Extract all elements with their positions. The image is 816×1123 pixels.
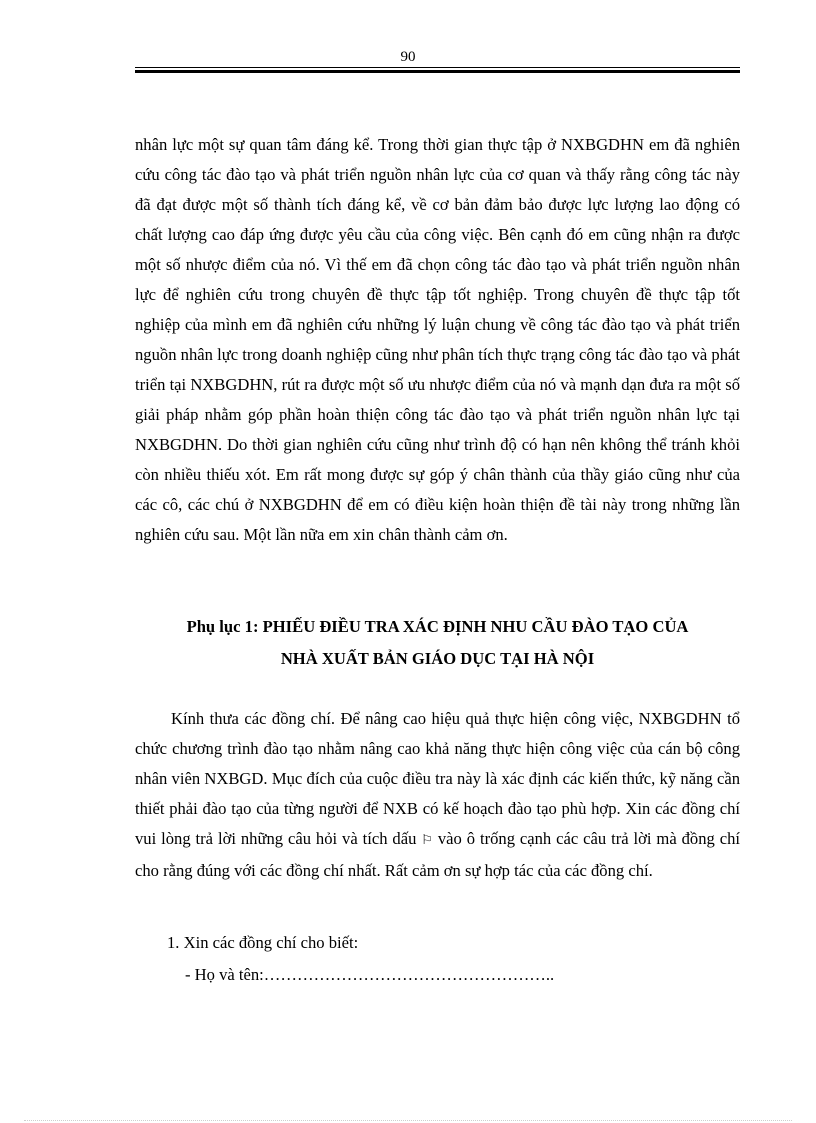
name-field-line: - Họ và tên:……………………………………………..: [185, 965, 555, 984]
appendix-title-line-2: NHÀ XUẤT BẢN GIÁO DỤC TẠI HÀ NỘI: [280, 649, 595, 668]
appendix-title-line-1: Phụ lục 1: PHIẾU ĐIỀU TRA XÁC ĐỊNH NHU CẦU ĐÀO TẠO CỦA: [186, 617, 689, 636]
header-rule-thick: [135, 70, 740, 73]
survey-intro-text-after: vào ô trống cạnh các câu trả lời mà đồng chí cho rằng đúng với các đồng chí nhất. Rất cảm ơn sự hợp tác của các đồng chí.: [135, 829, 740, 880]
question-1: 1. Xin các đồng chí cho biết:: [167, 933, 359, 952]
survey-intro-paragraph: [135, 704, 740, 886]
header-rule-thin: [135, 67, 740, 68]
conclusion-paragraph: nhân lực một sự quan tâm đáng kể. Trong thời gian thực tập ở NXBGDHN em đã nghiên cứu công tác đào tạo và phát triển nguồn nhân lực của cơ quan và thấy rằng công tác này đã đạt được một số thành tích đáng kể, về cơ bản đảm bảo được lực lượng lao động có chất lượng cao đáp ứng được yêu cầu của công việc. Bên cạnh đó em cũng nhận ra được một số nhược điểm của nó. Vì thế em đã chọn công tác đào tạo và phát triển nguồn nhân lực để nghiên cứu trong chuyên đề thực tập tốt nghiệp. Trong chuyên đề thực tập tốt nghiệp của mình em đã nghiên cứu những lý luận chung về công tác đào tạo và phát triển nguồn nhân lực trong doanh nghiệp cũng như phân tích thực trạng công tác đào tạo và phát triển tại NXBGDHN, rút ra được một số ưu nhược điểm của nó và mạnh dạn đưa ra một số giải pháp nhằm góp phần hoàn thiện công tác đào tạo và phát triển nguồn nhân lực tại NXBGDHN. Do thời gian nghiên cứu cũng như trình độ có hạn nên không thể tránh khỏi còn nhiều thiếu xót. Em rất mong được sự góp ý chân thành của thầy giáo cũng như của các cô, các chú ở NXBGDHN để em có điều kiện hoàn thiện đề tài này trong những lần nghiên cứu sau. Một lần nữa em xin chân thành cảm ơn.: [135, 135, 740, 544]
page-number: 90: [400, 49, 416, 65]
page-bottom-border: [24, 1120, 792, 1121]
survey-intro-text-before: Kính thưa các đồng chí. Để nâng cao hiệu quả thực hiện công việc, NXBGDHN tổ chức chương trình đào tạo nhằm nâng cao khả năng thực hiện công việc của cán bộ công nhân viên NXBGD. Mục đích của cuộc điều tra này là xác định các kiến thức, kỹ năng cần thiết phải đào tạo của từng người để NXB có kế hoạch đào tạo phù hợp. Xin các đồng chí vui lòng trả lời những câu hỏi và tích dấu: [135, 709, 740, 848]
flag-icon: ⚐: [421, 833, 433, 848]
